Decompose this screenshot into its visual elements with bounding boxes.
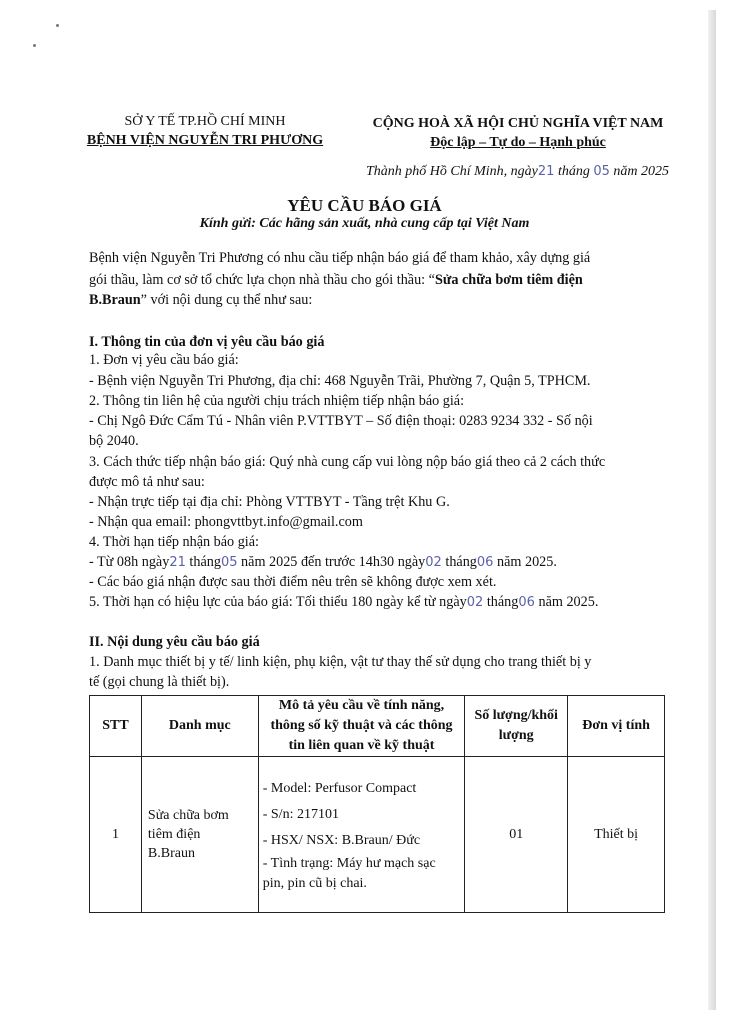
header-description: Mô tả yêu cầu về tính năng, thông số kỹ thuật và các thông tin liên quan về kỹ thuật (258, 696, 465, 757)
text-line: 3. Cách thức tiếp nhận báo giá: Quý nhà cung cấp vui lòng nộp báo giá theo cả 2 cách thức (89, 454, 606, 470)
national-header (356, 114, 680, 152)
scan-edge-shadow (708, 10, 716, 1010)
handwritten-month: 06 (476, 555, 494, 570)
text-line: được mô tả như sau: (89, 474, 205, 490)
header-quantity: Số lượng/khối lượng (465, 696, 568, 757)
section-heading: I. Thông tin của đơn vị yêu cầu báo giá (89, 334, 325, 350)
text-line: tế (gọi chung là thiết bị). (89, 674, 230, 690)
text-line: bộ 2040. (89, 433, 139, 449)
cell-stt: 1 (90, 757, 142, 913)
intro-line: Bệnh viện Nguyễn Tri Phương có nhu cầu tiếp nhận báo giá để tham khảo, xây dựng giá (89, 250, 591, 266)
issuer-department: SỞ Y TẾ TP.HỒ CHÍ MINH (124, 114, 286, 129)
cell-unit: Thiết bị (568, 757, 665, 913)
text-line: - Các báo giá nhận được sau thời điểm nêu trên sẽ không được xem xét. (89, 574, 497, 590)
document-recipient: Kính gửi: Các hãng sản xuất, nhà cung cấp tại Việt Nam (199, 216, 530, 231)
equipment-table (89, 695, 665, 913)
issuer-hospital: BỆNH VIỆN NGUYỄN TRI PHƯƠNG (86, 133, 324, 148)
scan-speck (56, 24, 59, 27)
issuer-block (70, 112, 340, 150)
date-line: Thành phố Hồ Chí Minh, ngày21 tháng 05 năm 2025 (366, 164, 669, 179)
text-line: 2. Thông tin liên hệ của người chịu trách nhiệm tiếp nhận báo giá: (89, 393, 465, 409)
email-line: - Nhận qua email: phongvttbyt.info@gmail.com (89, 514, 363, 530)
text-line: 4. Thời hạn tiếp nhận báo giá: (89, 534, 259, 550)
handwritten-day: 02 (425, 555, 442, 570)
national-title: CỘNG HOÀ XÃ HỘI CHỦ NGHĨA VIỆT NAM (372, 116, 664, 131)
handwritten-month: 06 (518, 595, 535, 610)
section-heading: II. Nội dung yêu cầu báo giá (89, 634, 260, 650)
intro-line: B.Braun” với nội dung cụ thể như sau: (89, 292, 313, 308)
text-line: - Chị Ngô Đức Cẩm Tú - Nhân viên P.VTTBYT – Số điện thoại: 0283 9234 332 - Số nội (89, 413, 593, 429)
handwritten-month: 05 (220, 555, 238, 570)
text-line: 1. Danh mục thiết bị y tế/ linh kiện, phụ kiện, vật tư thay thế sử dụng cho trang thiết bị y (89, 654, 592, 670)
cell-name: Sửa chữa bơm tiêm điện B.Braun (141, 757, 258, 913)
text-line: 1. Đơn vị yêu cầu báo giá: (89, 352, 239, 368)
deadline-line: - Từ 08h ngày21 tháng05 năm 2025 đến trước 14h30 ngày02 tháng06 năm 2025. (89, 554, 557, 570)
intro-line: gói thầu, làm cơ sở tổ chức lựa chọn nhà thầu cho gói thầu: “Sửa chữa bơm tiêm điện (89, 272, 583, 288)
national-motto: Độc lập – Tự do – Hạnh phúc (430, 135, 606, 150)
cell-description: - Model: Perfusor Compact - S/n: 217101 - HSX/ NSX: B.Braun/ Đức - Tình trạng: Máy hư mạch sạc pin, pin cũ bị chai. (258, 757, 465, 913)
validity-line: 5. Thời hạn có hiệu lực của báo giá: Tối thiểu 180 ngày kể từ ngày02 tháng06 năm 2025. (89, 594, 599, 610)
handwritten-day: 02 (466, 595, 484, 610)
text-line: - Bệnh viện Nguyễn Tri Phương, địa chỉ: 468 Nguyễn Trãi, Phường 7, Quận 5, TPHCM. (89, 373, 591, 389)
handwritten-day: 21 (169, 555, 186, 570)
header-name: Danh mục (141, 696, 258, 757)
handwritten-month: 05 (593, 164, 610, 179)
cell-quantity: 01 (465, 757, 568, 913)
document-title: YÊU CẦU BÁO GIÁ (287, 196, 442, 215)
scan-speck (33, 44, 36, 47)
table-row (90, 757, 665, 913)
handwritten-day: 21 (537, 164, 555, 179)
text-line: - Nhận trực tiếp tại địa chỉ: Phòng VTTBYT - Tầng trệt Khu G. (89, 494, 450, 510)
header-unit: Đơn vị tính (568, 696, 665, 757)
table-header-row (90, 696, 665, 757)
header-stt: STT (90, 696, 142, 757)
